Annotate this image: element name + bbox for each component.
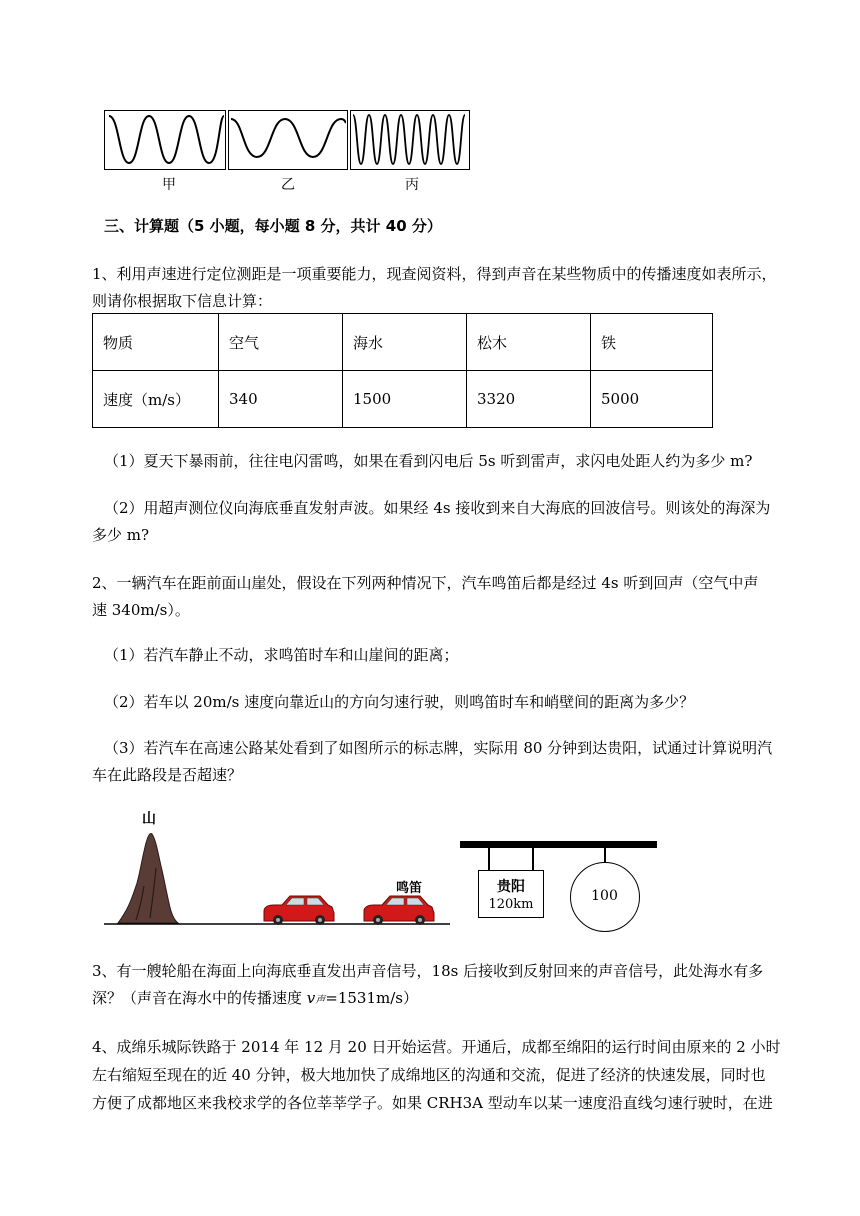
q1-sub1: （1）夏天下暴雨前，往往电闪雷鸣，如果在看到闪电后 5s 听到雷声，求闪电处距人约为多少 m?: [104, 452, 753, 470]
wave-bing-graphic: [351, 111, 468, 168]
section-title: 三、计算题（5 小题，每小题 8 分，共计 40 分）: [104, 217, 442, 235]
q2-sub3-line2: 车在此路段是否超速？: [92, 766, 243, 784]
table-cell: 速度（m/s）: [93, 371, 219, 428]
sound-speed-table: [92, 313, 713, 428]
sign-post-circle: [604, 848, 606, 862]
sign-post-right: [532, 848, 534, 870]
table-cell: 铁: [591, 314, 713, 371]
q3-line2-pre: 深？（声音在海水中的传播速度: [92, 989, 307, 1007]
wave-label-jia: 甲: [162, 177, 176, 193]
sign-city: 贵阳: [497, 879, 525, 895]
sign-distance: 120km: [488, 897, 534, 912]
q1-intro-line2: 则请你根据取下信息计算：: [92, 292, 273, 310]
table-cell: 物质: [93, 314, 219, 371]
velocity-subscript: 声: [315, 995, 326, 1006]
q3-line1: 3、有一艘轮船在海面上向海底垂直发出声音信号，18s 后接收到反射回来的声音信号，此处海水有多: [92, 962, 764, 980]
table-cell: 海水: [343, 314, 467, 371]
sign-bar: [460, 841, 657, 848]
car-left: [258, 893, 338, 925]
table-cell: 空气: [219, 314, 343, 371]
wave-box-yi: [228, 110, 348, 170]
car-right: [358, 893, 438, 925]
q3-line2: [92, 987, 800, 1012]
table-row: [93, 371, 713, 428]
sign-post-left: [488, 848, 490, 870]
wave-label-bing: 丙: [405, 177, 419, 193]
mountain-label: 山: [142, 811, 156, 827]
q4-line2: 左右缩短至现在的近 40 分钟，极大地加快了成绵地区的沟通和交流，促进了经济的快速发展，同时也: [92, 1066, 766, 1084]
q2-intro-line1: 2、一辆汽车在距前面山崖处，假设在下列两种情况下，汽车鸣笛后都是经过 4s 听到回声（空气中声: [92, 574, 759, 592]
table-cell: 5000: [591, 371, 713, 428]
table-row: [93, 314, 713, 371]
q1-sub2-line1: （2）用超声测位仪向海底垂直发射声波。如果经 4s 接收到来自大海底的回波信号。则该处的海深为: [104, 499, 771, 517]
wave-label-yi: 乙: [281, 177, 295, 193]
q2-sub2: （2）若车以 20m/s 速度向靠近山的方向匀速行驶，则鸣笛时车和峭壁间的距离为多少？: [104, 693, 695, 711]
wave-box-bing: [350, 110, 470, 170]
speed-limit-sign: [570, 862, 640, 932]
honk-label: 鸣笛: [396, 881, 423, 896]
wave-yi-graphic: [229, 111, 346, 168]
wave-jia-graphic: [105, 111, 224, 168]
table-cell: 1500: [343, 371, 467, 428]
q4-line3: 方便了成都地区来我校求学的各位莘莘学子。如果 CRH3A 型动车以某一速度沿直线匀速行驶时，在进: [92, 1094, 773, 1112]
q3-line2-post: =1531m/s）: [325, 989, 418, 1007]
velocity-symbol: v: [306, 989, 316, 1007]
q4-line1: 4、成绵乐城际铁路于 2014 年 12 月 20 日开始运营。开通后，成都至绵阳的运行时间由原来的 2 小时: [92, 1038, 781, 1056]
table-cell: 3320: [467, 371, 591, 428]
table-cell: 340: [219, 371, 343, 428]
q1-sub2-line2: 多少 m?: [92, 526, 150, 544]
q2-intro-line2: 速 340m/s）。: [92, 601, 190, 619]
q2-sub1: （1）若汽车静止不动，求鸣笛时车和山崖间的距离；: [104, 646, 459, 664]
q2-sub3-line1: （3）若汽车在高速公路某处看到了如图所示的标志牌，实际用 80 分钟到达贵阳，试通过计算说明汽: [104, 739, 773, 757]
table-cell: 松木: [467, 314, 591, 371]
q1-intro-line1: 1、利用声速进行定位测距是一项重要能力，现查阅资料，得到声音在某些物质中的传播速度如表所示，: [92, 265, 777, 283]
distance-sign: [478, 870, 544, 918]
speed-limit-value: 100: [591, 888, 618, 904]
wave-box-jia: [104, 110, 226, 170]
